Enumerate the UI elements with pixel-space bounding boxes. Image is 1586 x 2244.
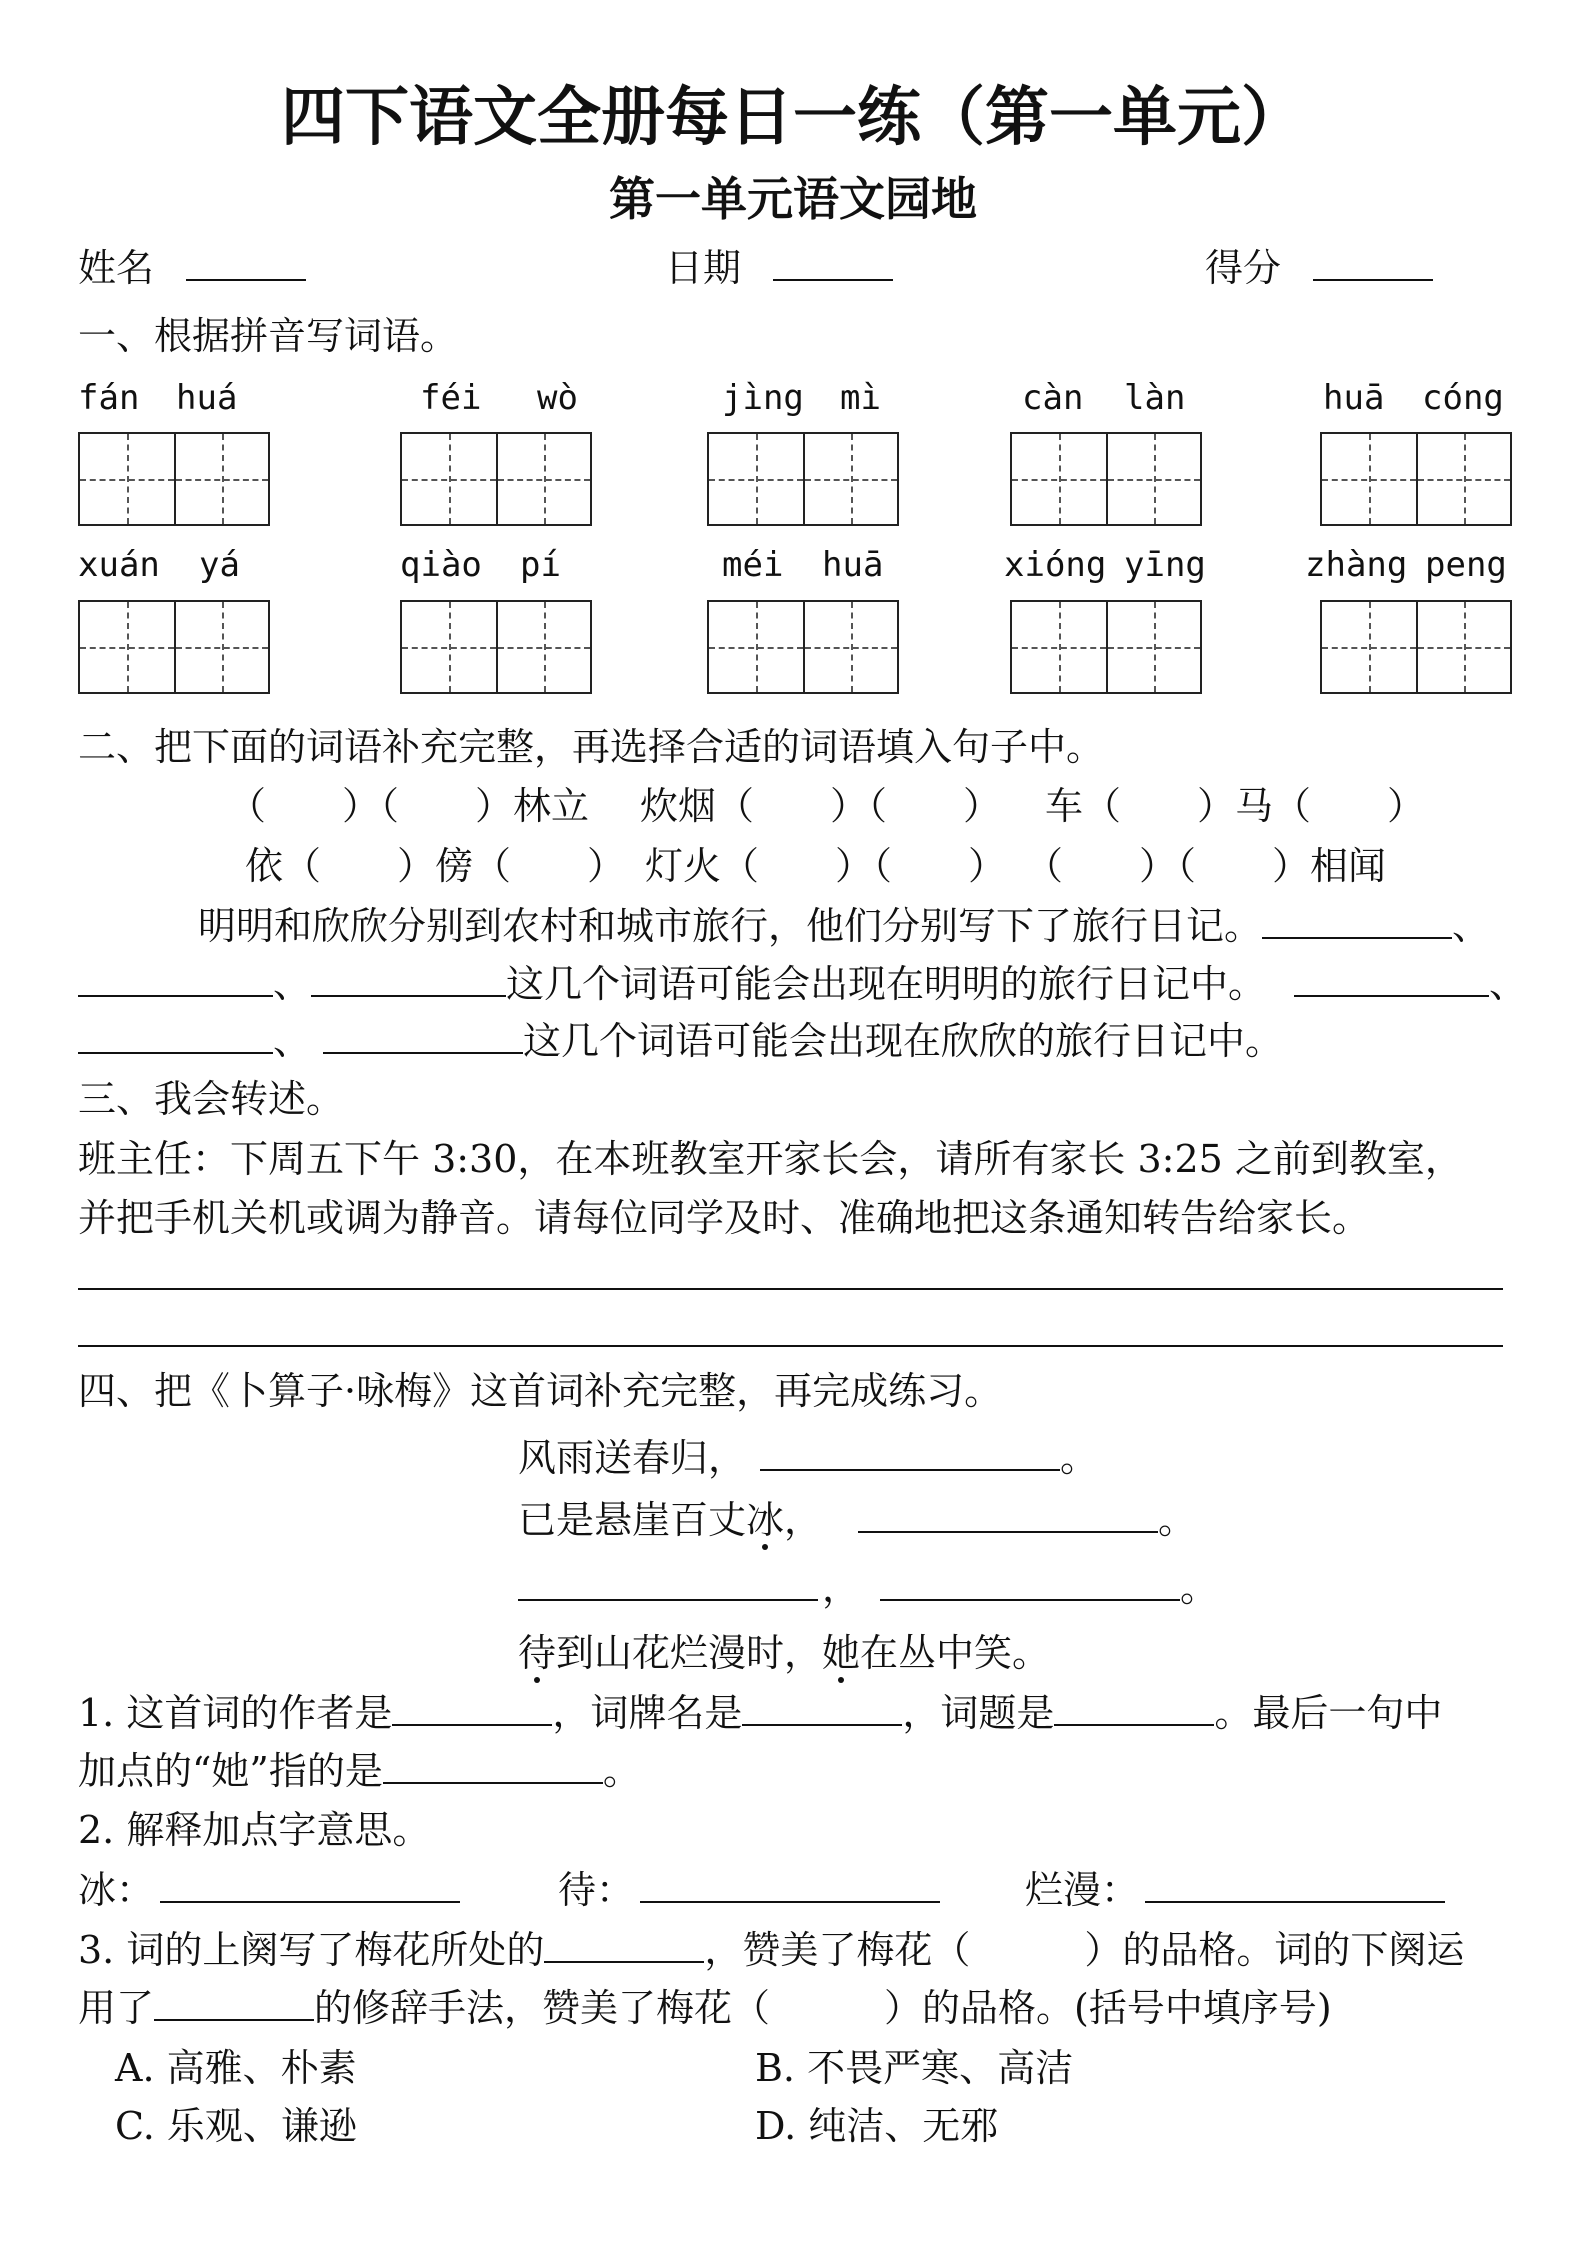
answer-line-1[interactable]: [78, 1288, 1503, 1290]
pinyin-can: càn: [1022, 378, 1084, 418]
xinxin-diary-text: 这几个词语可能会出现在欣欣的旅行日记中。: [523, 1019, 1284, 1063]
poem-text-1: 风雨送春归，: [518, 1436, 747, 1480]
section3-heading: 三、我会转述。: [78, 1077, 345, 1121]
dai-meaning-blank[interactable]: [640, 1867, 940, 1903]
answer-grid-huacong[interactable]: [1320, 432, 1512, 526]
section2-para-line3: [78, 1018, 1283, 1064]
poem-blank-1[interactable]: [760, 1435, 1060, 1471]
village-word-blank-1[interactable]: [1262, 903, 1452, 939]
answer-grid-meihua[interactable]: [707, 600, 899, 694]
option-c: C. 乐观、谦逊: [115, 2104, 357, 2148]
pinyin-mei: méi: [722, 545, 784, 585]
city-word-blank-2[interactable]: [78, 1018, 273, 1054]
q1-period: 。: [602, 1749, 641, 1793]
author-blank[interactable]: [392, 1690, 552, 1726]
score-label-row: [1205, 245, 1433, 291]
section4-heading: 四、把《卜算子·咏梅》这首词补充完整，再完成练习。: [78, 1369, 1003, 1413]
poem-text-2c: ，: [784, 1498, 823, 1542]
q2-lanman-row: [1025, 1867, 1445, 1913]
pinyin-hua: huá: [176, 378, 238, 418]
village-word-blank-3[interactable]: [311, 961, 506, 997]
question-2-heading: 2. 解释加点字意思。: [78, 1808, 431, 1852]
answer-grid-zhangpeng[interactable]: [1320, 600, 1512, 694]
pinyin-hua3: huā: [822, 545, 884, 585]
score-label: 得分: [1205, 246, 1282, 290]
pinyin-xiong: xióng: [1004, 545, 1107, 585]
poem-blank-3[interactable]: [518, 1565, 818, 1601]
cipai-blank[interactable]: [742, 1690, 902, 1726]
section2-para-line1: [198, 903, 1490, 949]
poem-blank-4[interactable]: [880, 1565, 1180, 1601]
mingming-diary-text: 这几个词语可能会出现在明明的旅行日记中。: [506, 962, 1267, 1006]
dotted-char-dai: 待: [518, 1631, 557, 1675]
section1-heading: 一、根据拼音写词语。: [78, 314, 459, 358]
q1-text-a: 1. 这首词的作者是: [78, 1691, 393, 1735]
rhetoric-blank[interactable]: [154, 1985, 314, 2021]
section2-heading: 二、把下面的词语补充完整，再选择合适的词语填入句子中。: [78, 725, 1105, 769]
notice-line-1: 班主任：下周五下午 3:30，在本班教室开家长会，请所有家长 3:25 之前到教室，: [78, 1137, 1463, 1181]
question-3-line2: [78, 1985, 1332, 2031]
question-1-line2: [78, 1748, 641, 1794]
question-3-line1: [78, 1927, 1464, 1973]
pinyin-cong: cóng: [1422, 378, 1504, 418]
q2-dai-row: [558, 1867, 940, 1913]
pinyin-lan: làn: [1124, 378, 1186, 418]
q2-dai-label: 待：: [558, 1868, 635, 1912]
title-blank[interactable]: [1054, 1690, 1214, 1726]
q2-bing-label: 冰：: [78, 1868, 155, 1912]
name-label: 姓名: [78, 246, 155, 290]
poem-period: 。: [1158, 1498, 1197, 1542]
q1-text-b: ，词牌名是: [552, 1691, 743, 1735]
poem-line-1: [518, 1435, 1098, 1481]
pinyin-jing: jìng: [722, 378, 804, 418]
separator: 、: [273, 962, 312, 1006]
section2-para-text: 明明和欣欣分别到农村和城市旅行，他们分别写下了旅行日记。: [198, 904, 1263, 948]
date-field[interactable]: [773, 245, 893, 281]
question-1-line1: [78, 1690, 1442, 1736]
pinyin-qiao: qiào: [400, 545, 482, 585]
answer-grid-qiaopi[interactable]: [400, 600, 592, 694]
poem-period: 。: [1060, 1436, 1099, 1480]
pinyin-pi: pí: [520, 545, 561, 585]
village-word-blank-2[interactable]: [78, 961, 273, 997]
q1-text-e: 加点的“她”指的是: [78, 1749, 383, 1793]
dotted-char-bing: 冰: [746, 1498, 785, 1542]
date-label-row: [665, 245, 893, 291]
pinyin-zhang: zhàng: [1305, 545, 1408, 585]
city-word-blank-3[interactable]: [323, 1018, 523, 1054]
answer-grid-xuanya[interactable]: [78, 600, 270, 694]
option-d: D. 纯洁、无邪: [755, 2104, 999, 2148]
poem-line-3: [518, 1565, 1218, 1611]
bing-meaning-blank[interactable]: [160, 1867, 460, 1903]
option-b: B. 不畏严寒、高洁: [755, 2046, 1074, 2090]
pinyin-wo: wò: [537, 378, 578, 418]
q2-lanman-label: 烂漫：: [1025, 1868, 1140, 1912]
ta-meaning-blank[interactable]: [383, 1748, 603, 1784]
pinyin-ying: yīng: [1124, 545, 1206, 585]
answer-grid-jingmi[interactable]: [707, 432, 899, 526]
notice-line-2: 并把手机关机或调为静音。请每位同学及时、准确地把这条通知转告给家长。: [78, 1196, 1371, 1240]
idiom-blank-4[interactable]: 依（ ）傍（ ）: [245, 844, 626, 888]
poem-text-2a: 已是悬崖百丈: [518, 1498, 747, 1542]
city-word-blank-1[interactable]: [1294, 961, 1489, 997]
q3-text-c: 用了: [78, 1986, 155, 2030]
page-title: 四下语文全册每日一练（第一单元）: [281, 81, 1305, 155]
separator: 、: [1452, 904, 1491, 948]
environment-blank[interactable]: [544, 1927, 704, 1963]
idiom-blank-3[interactable]: 车（ ）马（ ）: [1045, 784, 1426, 828]
pinyin-fei: féi: [420, 378, 482, 418]
answer-grid-feiwo[interactable]: [400, 432, 592, 526]
pinyin-hua2: huā: [1323, 378, 1385, 418]
q3-text-a: 3. 词的上阕写了梅花所处的: [78, 1928, 545, 1972]
poem-period: 。: [1180, 1566, 1219, 1610]
dotted-char-ta: 她: [822, 1631, 861, 1675]
pinyin-peng: peng: [1425, 545, 1507, 585]
q3-text-d: 的修辞手法，赞美了梅花（ ）的品格。(括号中填序号): [314, 1986, 1332, 2030]
page-subtitle: 第一单元语文园地: [609, 172, 977, 226]
q1-text-d: 。最后一句中: [1214, 1691, 1443, 1735]
answer-grid-fanhua[interactable]: [78, 432, 270, 526]
q2-bing-row: [78, 1867, 460, 1913]
score-field[interactable]: [1313, 245, 1433, 281]
lanman-meaning-blank[interactable]: [1145, 1867, 1445, 1903]
option-a: A. 高雅、朴素: [115, 2046, 357, 2090]
answer-grid-xiongying[interactable]: [1010, 600, 1202, 694]
poem-line-2: [518, 1497, 1196, 1543]
idiom-blank-2[interactable]: 炊烟（ ）（ ）: [640, 784, 1002, 828]
date-label: 日期: [665, 246, 742, 290]
separator: 、: [273, 1019, 312, 1063]
separator: 、: [1489, 962, 1528, 1006]
name-label-row: [78, 245, 306, 291]
pinyin-mi: mì: [840, 378, 881, 418]
answer-line-2[interactable]: [78, 1345, 1503, 1347]
pinyin-xuan: xuán: [78, 545, 160, 585]
section2-para-line2: [78, 961, 1527, 1007]
answer-grid-canlan[interactable]: [1010, 432, 1202, 526]
idiom-blank-5[interactable]: 灯火（ ）（ ）: [645, 844, 1007, 888]
poem-line-4: [518, 1630, 1050, 1676]
pinyin-ya: yá: [199, 545, 240, 585]
poem-text-4c: 到山花烂漫时，: [556, 1631, 823, 1675]
poem-comma: ，: [822, 1566, 861, 1610]
idiom-blank-1[interactable]: （ ）（ ）林立: [228, 784, 590, 828]
q1-text-c: ，词题是: [902, 1691, 1055, 1735]
pinyin-fan: fán: [78, 378, 140, 418]
poem-blank-2[interactable]: [858, 1497, 1158, 1533]
name-field[interactable]: [186, 245, 306, 281]
q3-text-b: ，赞美了梅花（ ）的品格。词的下阕运: [704, 1928, 1465, 1972]
idiom-blank-6[interactable]: （ ）（ ）相闻: [1025, 844, 1387, 888]
poem-text-4e: 在丛中笑。: [860, 1631, 1051, 1675]
